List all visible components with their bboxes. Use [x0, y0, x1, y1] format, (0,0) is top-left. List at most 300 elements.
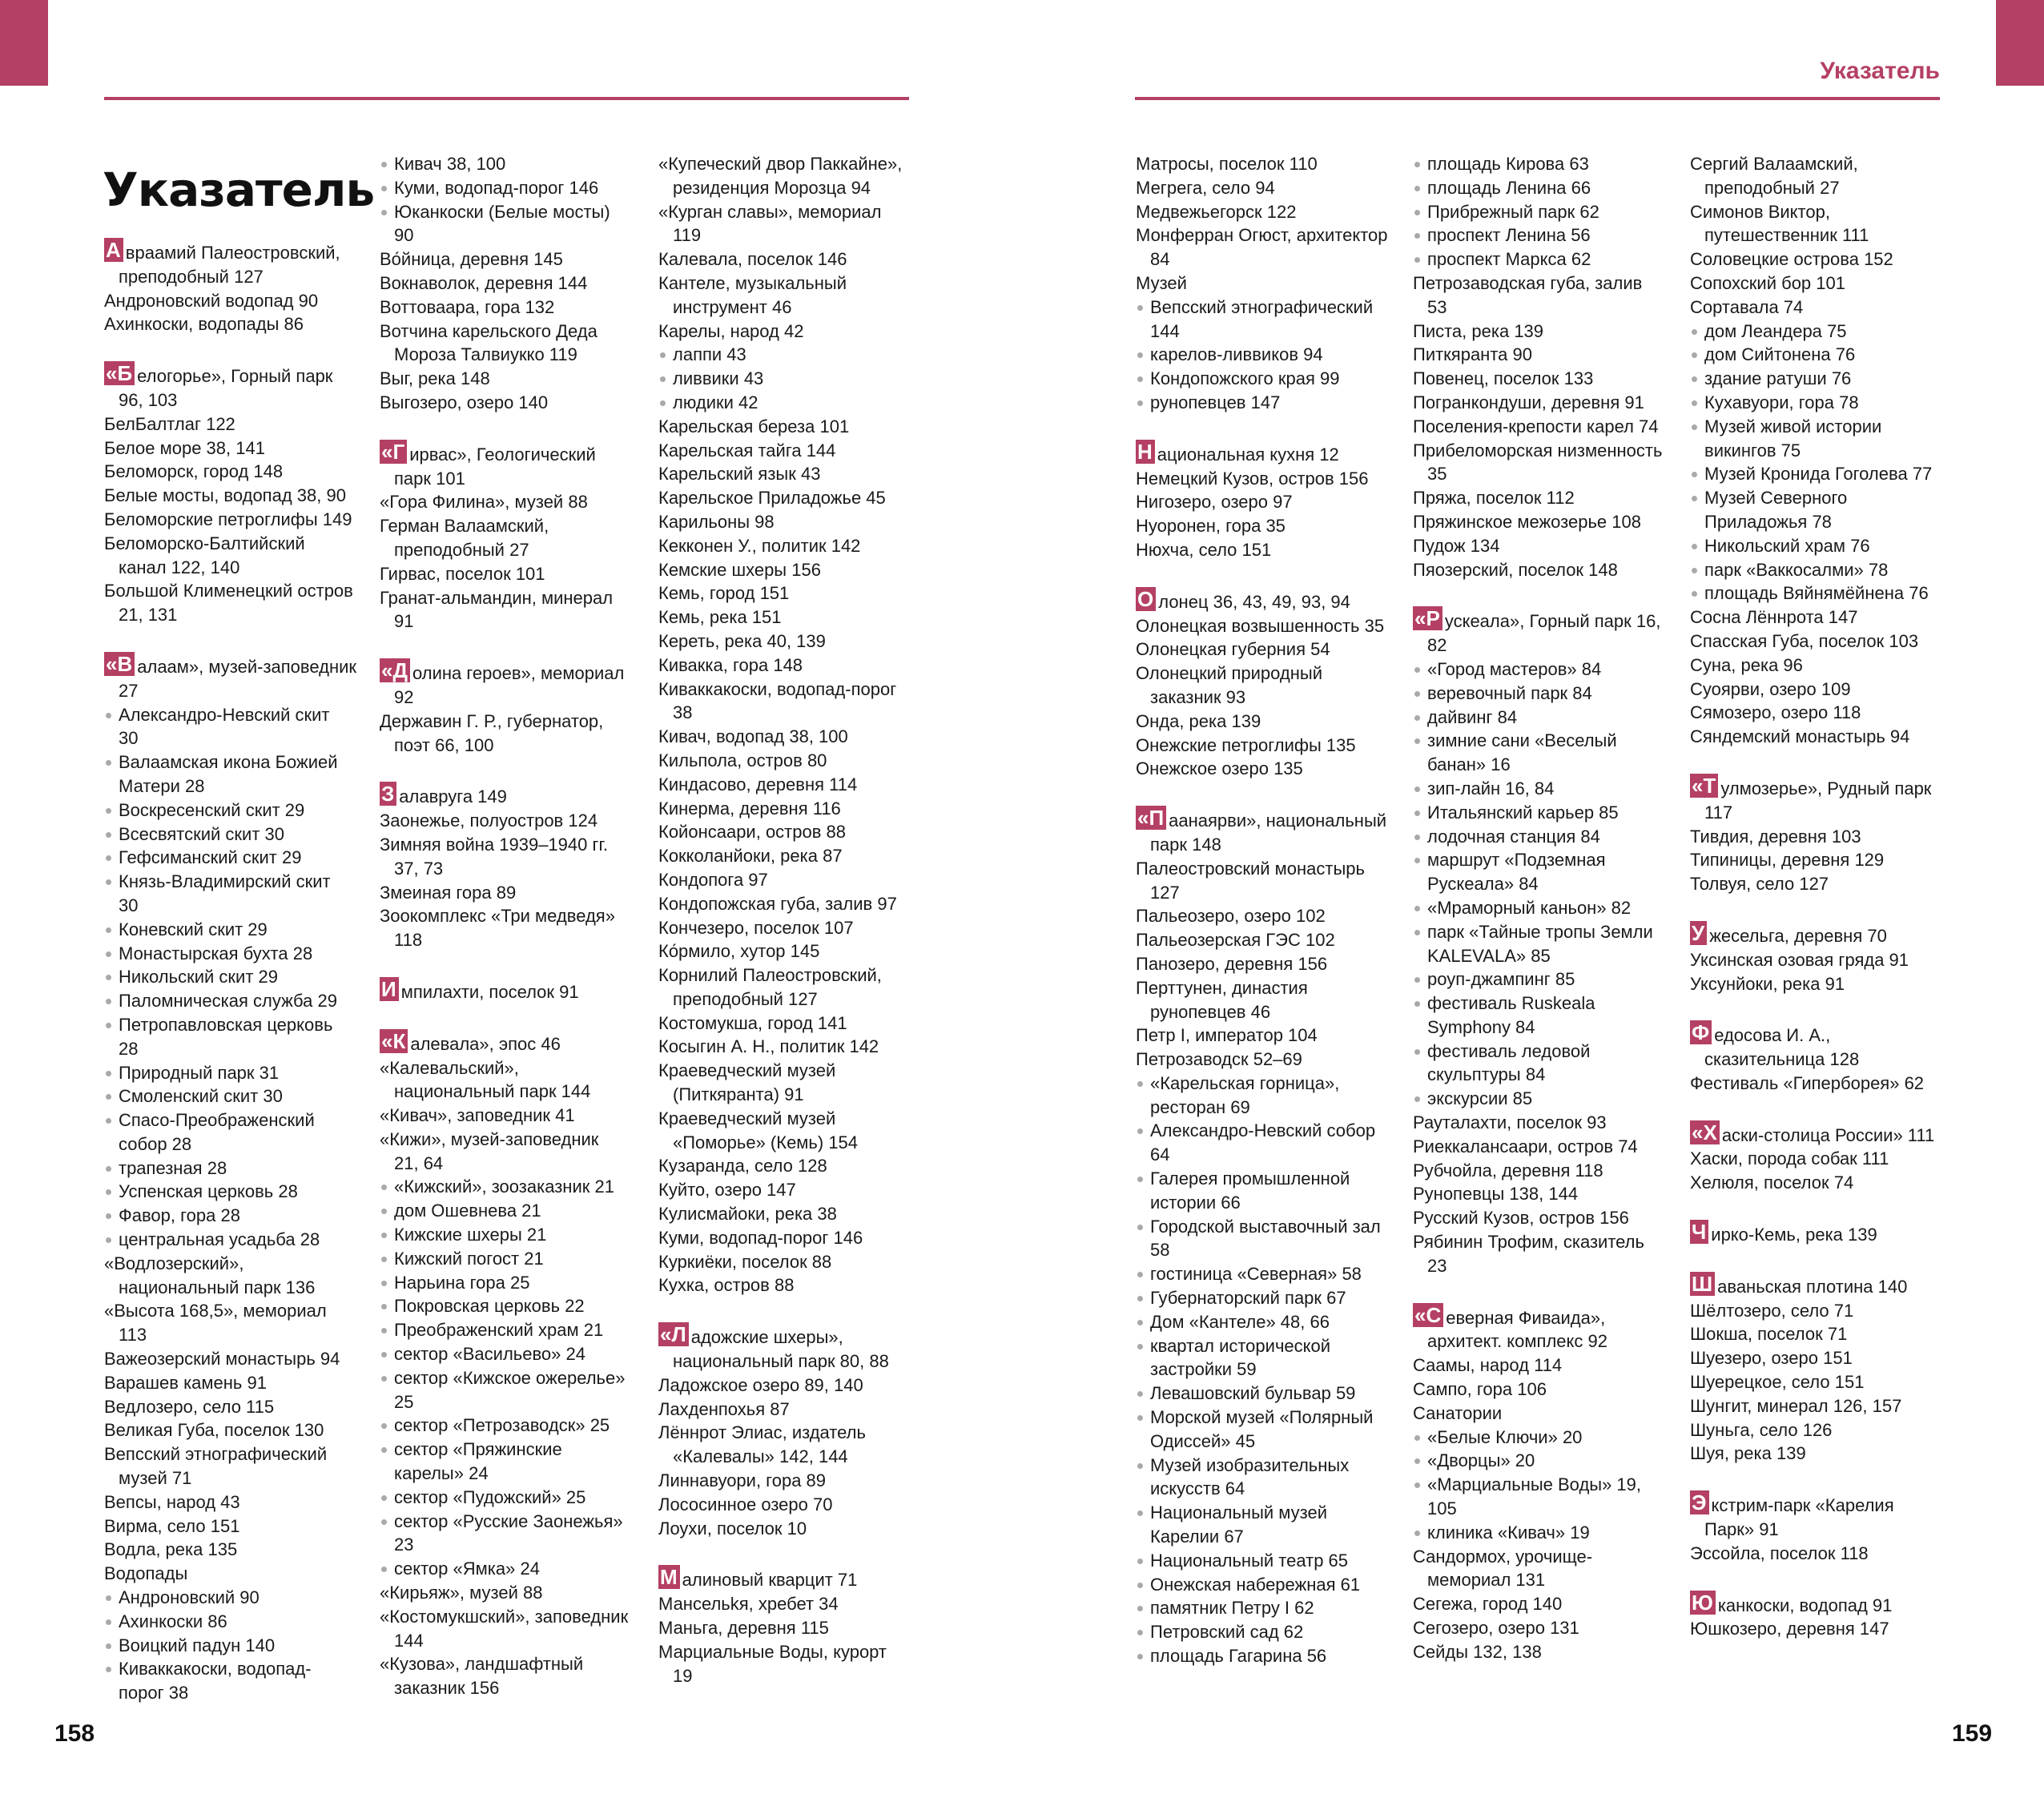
index-entry [1413, 1182, 1677, 1206]
entry-text: истории 66 [1150, 1192, 1241, 1213]
index-entry [658, 797, 923, 821]
entry-text: Матросы, поселок 110 [1136, 154, 1318, 174]
sub-entry [658, 367, 923, 391]
entry-text: «Калевальский», [380, 1057, 519, 1078]
entry-text: викингов 75 [1704, 440, 1801, 461]
bullet-dot-icon [106, 808, 111, 814]
entry-text: Уксунйоки, река 91 [1690, 973, 1845, 994]
entry-text: Суоярви, озеро 109 [1690, 678, 1851, 699]
section-letter-badge: «Д [380, 658, 410, 682]
entry-continuation [104, 265, 368, 289]
entry-text: Валаамская икона Божией [119, 752, 338, 773]
entry-text: преподобный 27 [394, 539, 529, 560]
entry-text: Шокша, поселок 71 [1690, 1324, 1848, 1345]
sub-entry [104, 942, 368, 966]
entry-text: Нюхча, село 151 [1136, 539, 1272, 560]
index-entry [658, 1517, 923, 1541]
entry-text: Кондопожского края 99 [1150, 368, 1340, 389]
entry-text: елогорье», Горный парк [137, 366, 333, 387]
entry-text: «Курган славы», мемориал [658, 201, 882, 222]
entry-text: Шунгит, минерал 126, 157 [1690, 1395, 1902, 1416]
index-entry [380, 514, 644, 538]
entry-text: Змеиная гора 89 [380, 882, 517, 903]
bullet-dot-icon [1137, 305, 1143, 311]
entry-text: улмозерье», Рудный парк [1720, 778, 1932, 798]
bullet-dot-icon [106, 1667, 111, 1672]
entry-text: Сяндемский монастырь 94 [1690, 726, 1910, 747]
entry-text: Кижский погост 21 [394, 1248, 544, 1269]
index-entry [1413, 391, 1677, 415]
entry-continuation [1136, 247, 1400, 272]
entry-continuation [1690, 176, 1954, 200]
bullet-dot-icon [381, 210, 387, 215]
entry-continuation [380, 538, 644, 562]
bullet-dot-icon [1414, 257, 1420, 263]
entry-continuation [1690, 801, 1954, 825]
bullet-dot-icon [1414, 162, 1420, 167]
entry-text: Эссойла, поселок 118 [1690, 1543, 1869, 1563]
entry-text: площадь Кирова 63 [1427, 154, 1589, 174]
entry-text: здание ратуши 76 [1704, 368, 1852, 389]
index-entry [658, 916, 923, 940]
entry-text: 38 [673, 702, 693, 723]
section-gap [1690, 1247, 1954, 1275]
index-entry [1136, 857, 1400, 881]
section-gap [1136, 415, 1400, 443]
index-entry [1413, 486, 1677, 510]
index-entry [1690, 848, 1954, 872]
index-entry [380, 562, 644, 586]
index-entry [658, 1012, 923, 1036]
entry-continuation [1136, 833, 1400, 857]
index-entry [658, 1640, 923, 1664]
section-first-entry [658, 1565, 923, 1592]
entry-text: Музей Северного [1704, 488, 1848, 509]
index-entry [1413, 1230, 1677, 1254]
entry-text: парк 101 [394, 468, 465, 489]
entry-text: Онда, река 139 [1136, 710, 1261, 731]
bullet-dot-icon [1137, 1344, 1143, 1350]
entry-continuation [380, 1629, 644, 1653]
entry-continuation [1136, 1358, 1400, 1382]
index-entry [1413, 415, 1677, 439]
entry-text: Писта, река 139 [1413, 320, 1544, 341]
index-entry [658, 868, 923, 892]
index-column-1 [104, 238, 368, 1705]
section-first-entry [1690, 1020, 1954, 1048]
entry-text: Петрозаводск 52–69 [1136, 1049, 1302, 1070]
section-gap [380, 757, 644, 785]
index-entry [658, 1374, 923, 1398]
bullet-dot-icon [1137, 1415, 1143, 1421]
entry-continuation [1413, 1016, 1677, 1040]
section-gap [1690, 749, 1954, 777]
bullet-dot-icon [106, 1071, 111, 1076]
entry-continuation [104, 1681, 368, 1705]
index-entry [1413, 439, 1677, 463]
sub-entry [1413, 1521, 1677, 1545]
bullet-dot-icon [1414, 1049, 1420, 1055]
entry-text: 58 [1150, 1240, 1170, 1261]
bullet-dot-icon [106, 1023, 111, 1028]
bullet-dot-icon [1137, 1606, 1143, 1611]
sub-entry [104, 846, 368, 870]
sub-entry [104, 1061, 368, 1085]
entry-text: Вокнаволок, деревня 144 [380, 272, 588, 293]
entry-text: резиденция Морозца 94 [673, 177, 871, 198]
sub-entry [104, 750, 368, 774]
entry-text: Повенец, поселок 133 [1413, 368, 1594, 389]
section-letter-badge: А [104, 238, 123, 262]
entry-text: Гранат-альмандин, минерал [380, 587, 614, 608]
entry-text: Пудож 134 [1413, 535, 1500, 556]
bullet-dot-icon [381, 1423, 387, 1429]
entry-text: Пальеозеро, озеро 102 [1136, 906, 1326, 927]
section-letter-badge: «Х [1690, 1120, 1720, 1144]
entry-text: Погранкондуши, деревня 91 [1413, 392, 1644, 412]
index-entry [1413, 558, 1677, 582]
entry-text: Кулисмайоки, река 38 [658, 1204, 837, 1225]
entry-text: 92 [394, 686, 414, 707]
section-first-entry [658, 1322, 923, 1350]
entry-text: Симонов Виктор, [1690, 201, 1830, 222]
index-entry [380, 809, 644, 833]
section-first-entry [380, 976, 644, 1004]
entry-text: «Поморье» (Кемь) 154 [673, 1132, 859, 1152]
entry-text: «Дворцы» 20 [1427, 1450, 1535, 1471]
bullet-dot-icon [106, 1189, 111, 1195]
sub-entry [1136, 1549, 1400, 1573]
bullet-dot-icon [106, 1118, 111, 1124]
entry-text: Соловецкие острова 152 [1690, 249, 1893, 270]
entry-continuation [104, 679, 368, 703]
index-entry [658, 605, 923, 630]
index-entry [658, 152, 923, 176]
bullet-dot-icon [1414, 1482, 1420, 1488]
entry-text: Паломническая служба 29 [119, 991, 337, 1012]
entry-text: Юканкоски (Белые мосты) [394, 201, 610, 222]
left-header-rule [104, 97, 909, 100]
entry-text: аваньская плотина 140 [1717, 1276, 1908, 1297]
entry-continuation [380, 686, 644, 710]
entry-text: еверная Фиваида», [1446, 1307, 1606, 1328]
entry-continuation [1136, 1096, 1400, 1120]
index-entry [658, 773, 923, 797]
entry-text: «Мраморный каньон» 82 [1427, 897, 1632, 918]
entry-continuation [1690, 223, 1954, 247]
entry-continuation [380, 1676, 644, 1700]
sub-entry [1690, 581, 1954, 605]
index-entry [1136, 976, 1400, 1000]
entry-text: Нуоронен, гора 35 [1136, 516, 1286, 537]
entry-text: Перттунен, династия [1136, 977, 1308, 998]
entry-text: Тивдия, деревня 103 [1690, 826, 1861, 847]
bullet-dot-icon [106, 927, 111, 933]
entry-text: Белые мосты, водопад 38, 90 [104, 485, 346, 506]
entry-text: Левашовский бульвар 59 [1150, 1383, 1356, 1404]
section-first-entry [1690, 1490, 1954, 1518]
entry-text: преподобный 127 [673, 988, 818, 1009]
bullet-dot-icon [1137, 1583, 1143, 1588]
index-entry [1690, 1322, 1954, 1346]
entry-text: Кокколанйоки, река 87 [658, 846, 843, 867]
entry-text: Одиссей» 45 [1150, 1430, 1256, 1451]
bullet-dot-icon [1414, 906, 1420, 911]
entry-text: Кереть, река 40, 139 [658, 630, 826, 651]
entry-text: поэт 66, 100 [394, 734, 494, 755]
entry-text: Петр I, император 104 [1136, 1025, 1318, 1046]
bullet-dot-icon [1692, 329, 1697, 335]
entry-text: карелы» 24 [394, 1463, 489, 1484]
bullet-dot-icon [1414, 667, 1420, 673]
entry-text: Марциальные Воды, курорт [658, 1641, 887, 1662]
entry-text: Александро-Невский скит [119, 704, 330, 725]
sub-entry [380, 1223, 644, 1247]
entry-text: фестиваль ледовой [1427, 1040, 1591, 1061]
entry-text: «Белые Ключи» 20 [1427, 1426, 1583, 1447]
bullet-dot-icon [1692, 496, 1697, 501]
section-letter-badge: Н [1136, 440, 1155, 464]
entry-text: Прибрежный парк 62 [1427, 201, 1599, 222]
section-letter-badge: «Т [1690, 774, 1718, 798]
sub-entry [380, 1175, 644, 1199]
sub-entry [1136, 1167, 1400, 1191]
section-letter-badge: «С [1413, 1303, 1443, 1327]
bullet-dot-icon [381, 186, 387, 191]
entry-text: рунопевцев 46 [1150, 1001, 1271, 1022]
section-first-entry [1690, 1220, 1954, 1247]
section-letter-badge: Ф [1690, 1020, 1712, 1044]
sub-entry [1136, 1382, 1400, 1406]
sub-entry [1136, 1119, 1400, 1143]
index-entry [1690, 247, 1954, 272]
entry-text: Монферран Огюст, архитектор [1136, 225, 1388, 246]
entry-text: Шуньга, село 126 [1690, 1419, 1833, 1440]
entry-text: Фавор, гора 28 [119, 1205, 240, 1226]
sub-entry [1690, 320, 1954, 344]
index-entry [658, 1178, 923, 1202]
index-entry [380, 320, 644, 344]
bullet-dot-icon [381, 1185, 387, 1190]
sub-entry [104, 1634, 368, 1658]
entry-text: 127 [1150, 882, 1180, 903]
section-gap [380, 415, 644, 443]
entry-continuation [1413, 944, 1677, 968]
entry-text: Карелы, народ 42 [658, 320, 804, 341]
entry-continuation [104, 894, 368, 918]
sub-entry [1413, 825, 1677, 849]
entry-text: веревочный парк 84 [1427, 682, 1592, 703]
entry-text: 64 [1150, 1144, 1170, 1165]
bullet-dot-icon [1414, 811, 1420, 816]
entry-text: «Кивач», заповедник 41 [380, 1105, 575, 1126]
index-entry [1136, 152, 1400, 176]
index-entry [658, 1493, 923, 1517]
entry-text: Сейды 132, 138 [1413, 1641, 1542, 1662]
entry-text: Выгозеро, озеро 140 [380, 392, 549, 412]
entry-text: 21, 131 [119, 605, 178, 625]
entry-text: Шуя, река 139 [1690, 1443, 1806, 1464]
entry-text: Дом «Кантеле» 48, 66 [1150, 1311, 1330, 1332]
entry-text: 82 [1427, 635, 1447, 656]
entry-text: 105 [1427, 1498, 1457, 1519]
bullet-dot-icon [1692, 472, 1697, 477]
entry-continuation [104, 556, 368, 580]
index-entry [1413, 1135, 1677, 1159]
entry-continuation [1413, 1497, 1677, 1521]
entry-text: Губернаторский парк 67 [1150, 1288, 1346, 1309]
entry-continuation [380, 928, 644, 952]
entry-text: 119 [673, 225, 702, 246]
entry-text: Медвежьегорск 122 [1136, 201, 1297, 222]
entry-text: площадь Вяйнямёйнена 76 [1704, 583, 1929, 604]
index-entry [104, 484, 368, 508]
sub-entry [1136, 1501, 1400, 1525]
index-entry [658, 630, 923, 654]
entry-text: Поселения-крепости карел 74 [1413, 416, 1659, 436]
sub-entry [104, 870, 368, 894]
index-entry [658, 725, 923, 749]
entry-text: Куйто, озеро 147 [658, 1180, 796, 1201]
entry-text: клиника «Кивач» 19 [1427, 1522, 1590, 1543]
entry-text: площадь Гагарина 56 [1150, 1646, 1327, 1667]
bullet-dot-icon [381, 1447, 387, 1453]
entry-text: Гирвас, поселок 101 [380, 563, 545, 584]
entry-text: Лососинное озеро 70 [658, 1494, 833, 1514]
index-entry [658, 1059, 923, 1083]
sub-entry [1690, 391, 1954, 415]
entry-text: лодочная станция 84 [1427, 826, 1600, 847]
index-entry [1413, 1592, 1677, 1616]
sub-entry [1136, 1215, 1400, 1239]
entry-text: мпилахти, поселок 91 [400, 981, 579, 1002]
index-entry [380, 881, 644, 905]
bullet-dot-icon [1414, 1096, 1420, 1102]
entry-text: Андроновский водопад 90 [104, 290, 319, 311]
index-entry [1136, 904, 1400, 928]
entry-text: Олонецкий природный [1136, 663, 1322, 684]
entry-text: лаппи 43 [673, 344, 746, 365]
entry-text: Мегрега, село 94 [1136, 177, 1275, 198]
sub-entry [380, 1247, 644, 1271]
index-entry [658, 1273, 923, 1297]
entry-text: Шуерецкое, село 151 [1690, 1372, 1865, 1393]
entry-text: Сосна Лённрота 147 [1690, 607, 1858, 628]
index-entry [1690, 1299, 1954, 1323]
entry-text: 118 [394, 930, 423, 951]
section-gap [1690, 1096, 1954, 1124]
index-entry [1413, 534, 1677, 558]
entry-text: Киндасово, деревня 114 [658, 774, 858, 794]
index-entry [658, 272, 923, 296]
entry-continuation [658, 701, 923, 725]
entry-text: Немецкий Кузов, остров 156 [1136, 468, 1369, 489]
entry-text: Пяозерский, поселок 148 [1413, 559, 1618, 580]
section-gap [658, 1297, 923, 1325]
sub-entry [380, 1342, 644, 1366]
index-entry [658, 534, 923, 558]
entry-text: Князь-Владимирский скит [119, 871, 331, 892]
sub-entry [1690, 343, 1954, 367]
index-entry [658, 200, 923, 224]
index-entry [104, 289, 368, 313]
entry-continuation [380, 223, 644, 247]
index-entry [1690, 630, 1954, 654]
entry-text: Кончезеро, поселок 107 [658, 917, 854, 938]
bullet-dot-icon [1137, 1463, 1143, 1469]
index-entry [1413, 1378, 1677, 1402]
entry-text: Городской выставочный зал [1150, 1216, 1381, 1237]
bullet-dot-icon [381, 1328, 387, 1333]
sub-entry [380, 176, 644, 200]
entry-text: сектор «Пряжинские [394, 1439, 562, 1460]
bullet-dot-icon [106, 1595, 111, 1601]
bullet-dot-icon [1692, 568, 1697, 573]
index-entry [1690, 152, 1954, 176]
entry-text: Рунопевцы 138, 144 [1413, 1184, 1579, 1205]
sub-entry [1136, 1454, 1400, 1478]
entry-text: заказник 93 [1150, 686, 1246, 707]
entry-text: порог 38 [119, 1683, 189, 1703]
sub-entry [658, 391, 923, 415]
entry-text: сектор «Ямка» 24 [394, 1559, 540, 1579]
entry-text: преподобный 27 [1704, 177, 1840, 198]
entry-text: алаам», музей-заповедник [137, 656, 357, 677]
entry-continuation [1136, 1143, 1400, 1167]
index-entry [1136, 614, 1400, 638]
index-entry [1690, 1072, 1954, 1096]
index-entry [658, 1398, 923, 1422]
index-entry [658, 510, 923, 534]
index-column-3 [658, 152, 923, 1687]
entry-text: рунопевцев 147 [1150, 392, 1281, 412]
index-entry [1136, 200, 1400, 224]
index-entry [1413, 1159, 1677, 1183]
index-entry [658, 1226, 923, 1250]
entry-text: 84 [1150, 249, 1170, 270]
index-entry [380, 586, 644, 610]
entry-continuation [658, 176, 923, 200]
sub-entry [1413, 729, 1677, 753]
index-entry [658, 247, 923, 272]
entry-continuation [658, 1445, 923, 1469]
bullet-dot-icon [1137, 400, 1143, 406]
entry-text: гостиница «Северная» 58 [1150, 1264, 1362, 1285]
entry-continuation [1413, 753, 1677, 777]
section-first-entry [380, 782, 644, 809]
entry-text: Палеостровский монастырь [1136, 858, 1365, 879]
entry-text: Андроновский 90 [119, 1587, 260, 1608]
entry-continuation [104, 726, 368, 750]
entry-text: проспект Маркса 62 [1427, 249, 1591, 270]
sub-entry [380, 1294, 644, 1318]
entry-continuation [658, 1664, 923, 1688]
bullet-dot-icon [1137, 376, 1143, 382]
index-entry [1136, 176, 1400, 200]
section-letter-badge: «Б [104, 361, 135, 385]
entry-text: скульптуры 84 [1427, 1064, 1546, 1085]
entry-text: Рябинин Трофим, сказитель [1413, 1232, 1644, 1253]
entry-text: Итальянский карьер 85 [1427, 802, 1619, 823]
bullet-dot-icon [1414, 835, 1420, 840]
index-entry [1136, 710, 1400, 734]
index-entry [1136, 757, 1400, 781]
entry-text: сказительница 128 [1704, 1049, 1860, 1070]
entry-text: 23 [1427, 1255, 1447, 1276]
entry-continuation [658, 1131, 923, 1155]
entry-text: 144 [1150, 320, 1180, 341]
index-entry [1136, 928, 1400, 952]
